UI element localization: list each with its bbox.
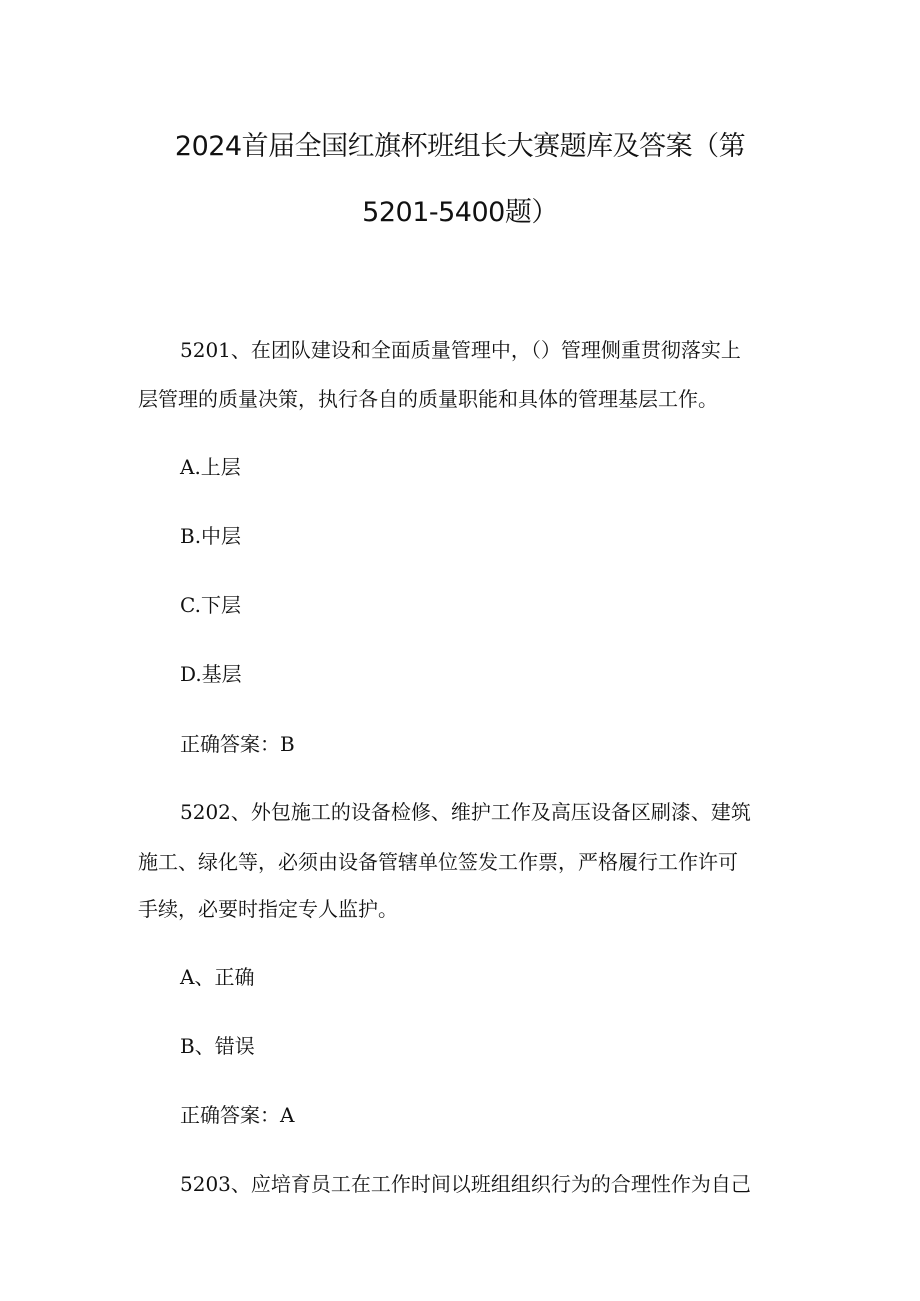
question-5202-text-line-3: 手续，必要时指定专人监护。 — [138, 897, 398, 921]
question-5202-answer: 正确答案：A — [180, 1103, 295, 1127]
question-5202-option-b: B、错误 — [180, 1034, 255, 1058]
question-5201-option-a: A.上层 — [180, 455, 241, 479]
question-5201-option-c: C.下层 — [180, 593, 241, 617]
question-5201-text-line-2: 层管理的质量决策，执行各自的质量职能和具体的管理基层工作。 — [138, 387, 718, 411]
question-5201-option-d: D.基层 — [180, 662, 242, 686]
question-5202-option-a: A、正确 — [180, 965, 255, 989]
document-title-line-2: 5201-5400题） — [362, 197, 558, 228]
question-5202-text-line-1: 5202、外包施工的设备检修、维护工作及高压设备区刷漆、建筑 — [180, 800, 751, 824]
question-5201-option-b: B.中层 — [180, 524, 242, 548]
question-5201-text-line-1: 5201、在团队建设和全面质量管理中，（）管理侧重贯彻落实上 — [180, 338, 741, 362]
document-title-line-1: 2024首届全国红旗杯班组长大赛题库及答案（第 — [174, 131, 746, 162]
question-5203-text-line-1: 5203、应培育员工在工作时间以班组组织行为的合理性作为自己 — [180, 1172, 751, 1196]
question-5201-answer: 正确答案：B — [180, 732, 295, 756]
question-5202-text-line-2: 施工、绿化等，必须由设备管辖单位签发工作票，严格履行工作许可 — [138, 850, 738, 874]
